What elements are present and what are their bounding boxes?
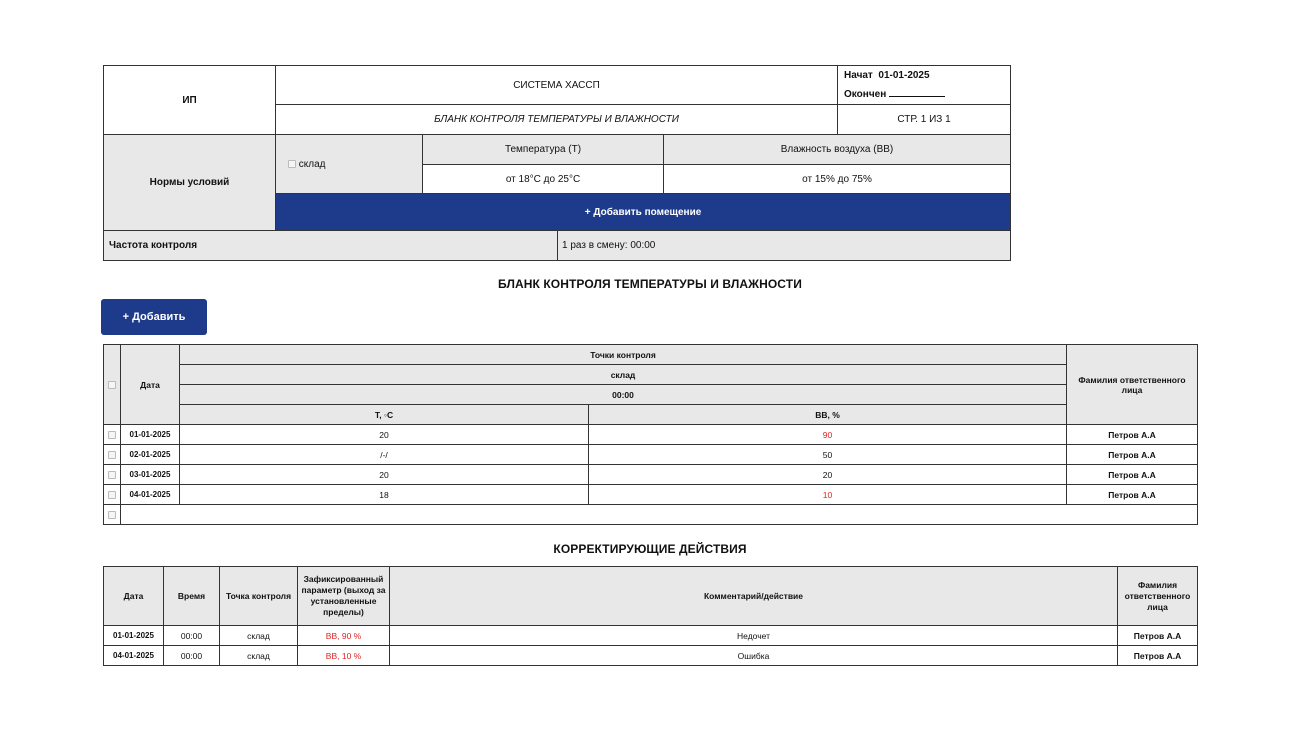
select-all-cell [104, 345, 121, 425]
row-h[interactable]: 10 [589, 485, 1067, 505]
corr-time: 00:00 [164, 646, 220, 666]
ip-label: ИП [182, 94, 197, 106]
row-t[interactable]: 20 [180, 425, 589, 445]
temp-range-text: от 18°С до 25°С [505, 173, 581, 185]
table-row [104, 646, 1198, 666]
row-name: Петров А.А [1067, 425, 1198, 445]
log-title: БЛАНК КОНТРОЛЯ ТЕМПЕРАТУРЫ И ВЛАЖНОСТИ [498, 277, 802, 291]
corr-name-header: Фамилия ответственного лица [1118, 567, 1198, 626]
empty-row [104, 505, 1198, 525]
ip-cell [104, 66, 276, 135]
blank-title-text: БЛАНК КОНТРОЛЯ ТЕМПЕРАТУРЫ И ВЛАЖНОСТИ [434, 114, 679, 125]
ended-label: Окончен [844, 89, 887, 100]
blank-title [276, 105, 838, 135]
t-header-text: Т, ◦С [374, 409, 394, 420]
ended-date-blank[interactable] [889, 88, 945, 97]
row-date: 01-01-2025 [121, 425, 180, 445]
norms-label: Нормы условий [149, 177, 230, 188]
row-checkbox[interactable] [108, 451, 116, 459]
page-number [838, 105, 1011, 135]
row-check-cell [104, 445, 121, 465]
row-t[interactable]: /-/ [180, 445, 589, 465]
time-header [180, 385, 1067, 405]
freq-label-cell [104, 231, 558, 261]
system-label: СИСТЕМА ХАССП [513, 79, 600, 91]
table-row [104, 465, 1198, 485]
date-header [121, 345, 180, 425]
corr-time-header: Время [164, 567, 220, 626]
row-name: Петров А.А [1067, 465, 1198, 485]
row-h[interactable]: 20 [589, 465, 1067, 485]
corr-point-header: Точка контроля [220, 567, 298, 626]
corr-comment-header: Комментарий/действие [390, 567, 1118, 626]
freq-value-cell [558, 231, 1011, 261]
room-cell [276, 135, 423, 194]
corr-param: ВВ, 90 % [298, 626, 390, 646]
row-check-cell [104, 465, 121, 485]
dates-cell [838, 66, 1011, 105]
room-name: склад [298, 158, 326, 170]
row-date: 04-01-2025 [121, 485, 180, 505]
room-header-text: склад [610, 369, 636, 380]
room-checkbox[interactable] [288, 160, 296, 168]
empty-row-cell [121, 505, 1198, 525]
corr-param: ВВ, 10 % [298, 646, 390, 666]
corr-time: 00:00 [164, 626, 220, 646]
date-header-text: Дата [140, 379, 160, 390]
time-header-text: 00:00 [612, 389, 634, 400]
corr-date: 01-01-2025 [104, 626, 164, 646]
log-table [103, 344, 1198, 525]
table-row [104, 485, 1198, 505]
table-row [104, 626, 1198, 646]
corr-name: Петров А.А [1118, 626, 1198, 646]
page-number-text: СТР. 1 ИЗ 1 [897, 114, 951, 125]
corr-param-header: Зафиксированный параметр (выход за установленные пределы) [298, 567, 390, 626]
system-title [276, 66, 838, 105]
row-date: 02-01-2025 [121, 445, 180, 465]
row-name: Петров А.А [1067, 445, 1198, 465]
corr-title: КОРРЕКТИРУЮЩИЕ ДЕЙСТВИЯ [553, 542, 747, 556]
h-header-text: ВВ, % [815, 409, 840, 420]
corr-comment[interactable]: Недочет [390, 626, 1118, 646]
row-check-cell [104, 505, 121, 525]
corr-point: склад [220, 626, 298, 646]
select-all-checkbox[interactable] [108, 381, 116, 389]
name-header-text: Фамилия ответственного лица [1078, 374, 1186, 395]
h-header [589, 405, 1067, 425]
row-checkbox[interactable] [108, 471, 116, 479]
corr-comment[interactable]: Ошибка [390, 646, 1118, 666]
t-header [180, 405, 589, 425]
corr-date-header: Дата [104, 567, 164, 626]
started-date: 01-01-2025 [878, 70, 930, 81]
room-header [180, 365, 1067, 385]
row-date: 03-01-2025 [121, 465, 180, 485]
freq-label: Частота контроля [109, 240, 198, 251]
row-t[interactable]: 18 [180, 485, 589, 505]
table-row [104, 445, 1198, 465]
add-room-label: + Добавить помещение [584, 206, 702, 218]
name-header [1067, 345, 1198, 425]
row-h[interactable]: 50 [589, 445, 1067, 465]
table-row [104, 425, 1198, 445]
row-checkbox[interactable] [108, 511, 116, 519]
corrective-table [103, 566, 1198, 666]
corr-name: Петров А.А [1118, 646, 1198, 666]
row-check-cell [104, 485, 121, 505]
header-table [103, 65, 1011, 261]
points-header [180, 345, 1067, 365]
row-checkbox[interactable] [108, 491, 116, 499]
hum-range [664, 165, 1011, 194]
add-button[interactable]: + Добавить [101, 299, 207, 335]
add-room-button[interactable] [276, 194, 1011, 231]
points-header-text: Точки контроля [590, 349, 656, 360]
norms-label-cell [104, 135, 276, 231]
temp-header-text: Температура (Т) [504, 144, 582, 155]
row-check-cell [104, 425, 121, 445]
row-name: Петров А.А [1067, 485, 1198, 505]
corr-date: 04-01-2025 [104, 646, 164, 666]
row-checkbox[interactable] [108, 431, 116, 439]
temp-range [423, 165, 664, 194]
temp-header [423, 135, 664, 165]
corr-point: склад [220, 646, 298, 666]
row-h[interactable]: 90 [589, 425, 1067, 445]
freq-value: 1 раз в смену: 00:00 [562, 240, 656, 251]
started-label: Начат [844, 70, 873, 81]
hum-range-text: от 15% до 75% [802, 173, 872, 185]
row-t[interactable]: 20 [180, 465, 589, 485]
hum-header [664, 135, 1011, 165]
hum-header-text: Влажность воздуха (ВВ) [780, 144, 894, 155]
